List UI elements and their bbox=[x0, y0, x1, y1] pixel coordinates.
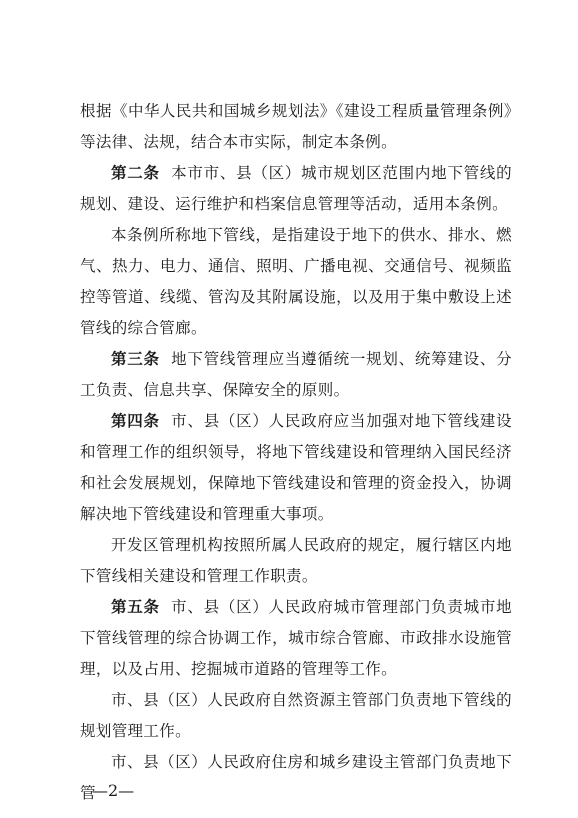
housing-construction-paragraph bbox=[80, 747, 512, 809]
paragraph-text: 市、县（区）人民政府应当加强对地下管线建设和管理工作的组织领导，将地下管线建设和管理纳入国民经济和社会发展规划，保障地下管线建设和管理的资金投入，协调解决地下管线建设和管理重大事项。 bbox=[80, 412, 512, 523]
article-4-paragraph bbox=[80, 406, 512, 530]
definition-paragraph bbox=[80, 220, 512, 344]
article-2-paragraph bbox=[80, 158, 512, 220]
article-number: 第五条 bbox=[111, 598, 160, 616]
paragraph-text: 本市市、县（区）城市规划区范围内地下管线的规划、建设、运行维护和档案信息管理等活动，适用本条例。 bbox=[80, 164, 512, 213]
paragraph-text: 开发区管理机构按照所属人民政府的规定，履行辖区内地下管线相关建设和管理工作职责。 bbox=[80, 536, 512, 585]
paragraph-text: 市、县（区）人民政府城市管理部门负责城市地下管线管理的综合协调工作，城市综合管廊、市政排水设施管理，以及占用、挖掘城市道路的管理等工作。 bbox=[80, 598, 512, 678]
paragraph-text: 市、县（区）人民政府自然资源主管部门负责地下管线的规划管理工作。 bbox=[80, 691, 512, 740]
article-number: 第二条 bbox=[111, 164, 160, 182]
paragraph-text: 市、县（区）人民政府住房和城乡建设主管部门负责地下管 bbox=[80, 753, 512, 802]
article-5-paragraph bbox=[80, 592, 512, 685]
page-number: —2— bbox=[92, 781, 135, 800]
natural-resources-paragraph bbox=[80, 685, 512, 747]
paragraph-text: 根据《中华人民共和国城乡规划法》《建设工程质量管理条例》等法律、法规，结合本市实际，制定本条例。 bbox=[80, 102, 512, 151]
paragraph-text: 地下管线管理应当遵循统一规划、统筹建设、分工负责、信息共享、保障安全的原则。 bbox=[80, 350, 512, 399]
article-number: 第四条 bbox=[111, 412, 160, 430]
development-zone-paragraph bbox=[80, 530, 512, 592]
regulation-body bbox=[80, 96, 512, 809]
paragraph-intro-continued bbox=[80, 96, 512, 158]
article-number: 第三条 bbox=[111, 350, 160, 368]
paragraph-text: 本条例所称地下管线，是指建设于地下的供水、排水、燃气、热力、电力、通信、照明、广播电视、交通信号、视频监控等管道、线缆、管沟及其附属设施，以及用于集中敷设上述管线的综合管廊。 bbox=[80, 226, 512, 337]
article-3-paragraph bbox=[80, 344, 512, 406]
